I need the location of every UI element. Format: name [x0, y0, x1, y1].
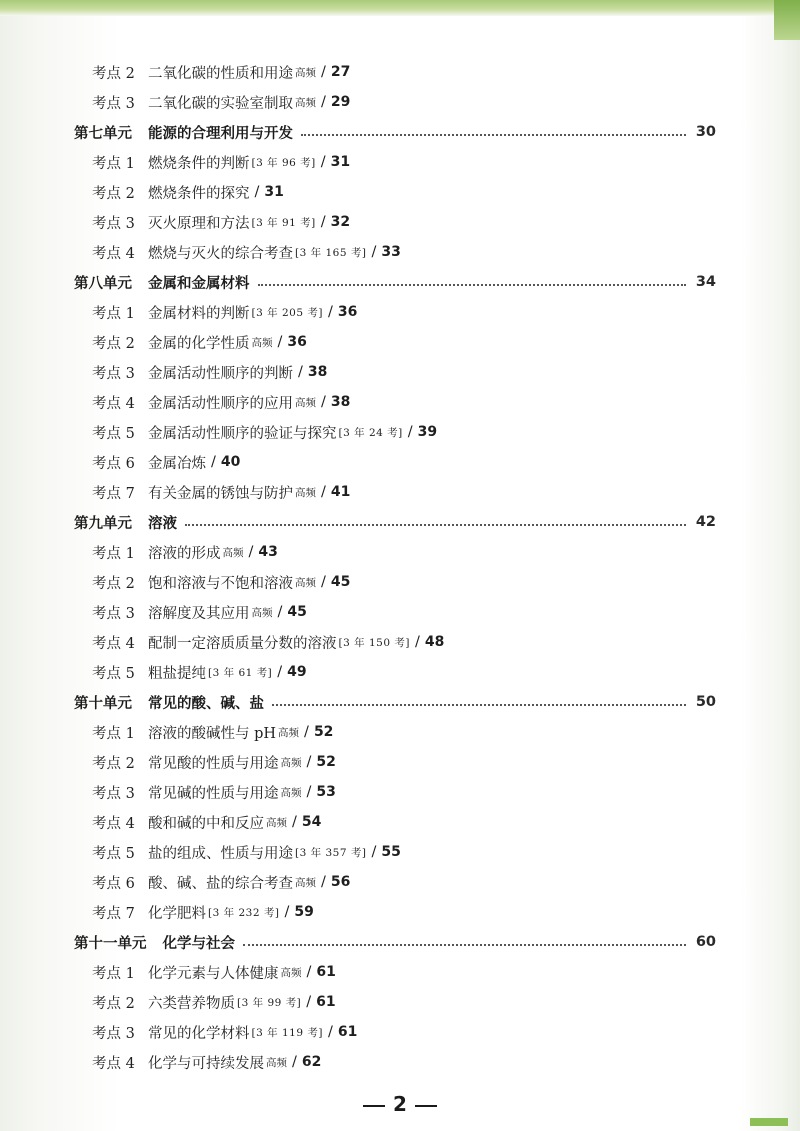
item-page-number: 33	[381, 244, 401, 260]
unit-title: 化学与社会	[162, 935, 235, 952]
item-label: 考点 1	[92, 545, 135, 562]
separator-slash: /	[371, 844, 377, 860]
item-label: 考点 4	[92, 635, 135, 652]
item-title: 常见的化学材料	[148, 1025, 250, 1042]
item-page-number: 38	[330, 394, 351, 410]
dot-leader	[258, 284, 686, 286]
item-label: 考点 3	[92, 215, 135, 232]
item-page-number: 29	[330, 94, 351, 110]
unit-page-number: 50	[695, 694, 716, 710]
item-title: 金属活动性顺序的判断	[148, 365, 293, 382]
unit-title: 常见的酸、碱、盐	[148, 695, 264, 712]
toc-item-row[interactable]	[74, 207, 722, 237]
unit-title: 溶液	[148, 515, 177, 532]
item-label: 考点 4	[92, 245, 135, 262]
item-title: 化学与可持续发展	[148, 1055, 264, 1072]
separator-slash: /	[320, 154, 326, 170]
table-of-contents	[74, 57, 722, 1077]
item-page-number: 41	[330, 484, 351, 500]
exam-count-tag: [3 年 24 考]	[338, 426, 403, 439]
separator-slash: /	[211, 454, 216, 470]
item-label: 考点 3	[92, 95, 135, 112]
item-title: 盐的组成、性质与用途	[148, 845, 293, 862]
exam-count-tag: [3 年 99 考]	[237, 996, 302, 1009]
toc-item-row[interactable]	[74, 177, 722, 207]
dot-leader	[272, 704, 686, 706]
separator-slash: /	[321, 64, 326, 80]
item-title: 有关金属的锈蚀与防护	[148, 485, 293, 502]
item-page-number: 53	[316, 784, 336, 800]
unit-title: 金属和金属材料	[148, 275, 250, 292]
frequency-tag: 高频	[295, 96, 316, 109]
item-label: 考点 6	[92, 875, 135, 892]
frequency-tag: 高频	[295, 486, 316, 499]
item-label: 考点 7	[92, 485, 135, 502]
unit-page-number: 42	[695, 514, 716, 530]
item-title: 灭火原理和方法	[148, 215, 250, 232]
item-label: 考点 2	[92, 755, 135, 772]
toc-item-row[interactable]	[74, 627, 722, 657]
item-label: 考点 3	[92, 785, 135, 802]
separator-slash: /	[248, 544, 254, 560]
item-title: 金属冶炼	[148, 455, 206, 472]
item-label: 考点 3	[92, 1025, 135, 1042]
item-title: 化学元素与人体健康	[148, 965, 279, 982]
item-title: 溶液的酸碱性与 pH	[148, 725, 277, 742]
frequency-tag: 高频	[222, 546, 244, 559]
footer-dash-left	[363, 1105, 385, 1107]
item-page-number: 48	[424, 634, 445, 650]
item-title: 二氧化碳的性质和用途	[148, 65, 293, 82]
dot-leader	[185, 524, 686, 526]
item-page-number: 36	[337, 304, 358, 320]
item-page-number: 61	[316, 964, 336, 980]
item-label: 考点 2	[92, 995, 135, 1012]
separator-slash: /	[407, 424, 413, 440]
unit-label: 第十单元	[74, 695, 132, 712]
unit-label: 第九单元	[74, 515, 132, 532]
exam-count-tag: [3 年 96 考]	[251, 156, 316, 169]
item-title: 溶解度及其应用	[148, 605, 250, 622]
toc-item-row[interactable]	[74, 807, 722, 837]
item-page-number: 56	[330, 874, 351, 890]
item-title: 粗盐提纯	[148, 665, 206, 682]
item-page-number: 62	[301, 1054, 322, 1070]
item-label: 考点 3	[92, 605, 135, 622]
exam-count-tag: [3 年 165 考]	[295, 246, 367, 259]
separator-slash: /	[298, 364, 303, 380]
item-label: 考点 1	[92, 965, 135, 982]
frequency-tag: 高频	[251, 336, 273, 349]
item-page-number: 43	[258, 544, 278, 560]
item-page-number: 39	[417, 424, 438, 440]
item-page-number: 52	[316, 754, 336, 770]
separator-slash: /	[306, 784, 312, 800]
frequency-tag: 高频	[280, 756, 302, 769]
toc-item-row[interactable]	[74, 747, 722, 777]
separator-slash: /	[277, 664, 283, 680]
unit-page-number: 34	[695, 274, 716, 290]
toc-item-row[interactable]	[74, 387, 722, 417]
dot-leader	[301, 134, 686, 136]
separator-slash: /	[292, 1054, 297, 1070]
toc-item-row[interactable]	[74, 837, 722, 867]
item-label: 考点 5	[92, 845, 135, 862]
separator-slash: /	[277, 334, 283, 350]
toc-item-row[interactable]	[74, 1017, 722, 1047]
separator-slash: /	[371, 244, 377, 260]
toc-unit-row[interactable]	[74, 927, 722, 957]
separator-slash: /	[321, 394, 326, 410]
toc-item-row[interactable]	[74, 657, 722, 687]
exam-count-tag: [3 年 61 考]	[208, 666, 273, 679]
unit-label: 第七单元	[74, 125, 132, 142]
item-label: 考点 5	[92, 665, 135, 682]
frequency-tag: 高频	[295, 876, 316, 889]
item-page-number: 40	[220, 454, 241, 470]
item-title: 燃烧与灭火的综合考查	[148, 245, 293, 262]
toc-item-row[interactable]	[74, 987, 722, 1017]
separator-slash: /	[327, 1024, 333, 1040]
item-label: 考点 1	[92, 725, 135, 742]
top-green-strip	[0, 0, 800, 16]
item-label: 考点 3	[92, 365, 135, 382]
exam-count-tag: [3 年 119 考]	[251, 1026, 323, 1039]
unit-page-number: 60	[695, 934, 716, 950]
item-page-number: 31	[330, 154, 351, 170]
toc-item-row[interactable]	[74, 597, 722, 627]
item-label: 考点 1	[92, 305, 135, 322]
item-page-number: 45	[287, 604, 307, 620]
item-title: 金属活动性顺序的验证与探究	[148, 425, 337, 442]
item-label: 考点 5	[92, 425, 135, 442]
toc-item-row[interactable]	[74, 537, 722, 567]
item-label: 考点 1	[92, 155, 135, 172]
toc-item-row[interactable]	[74, 867, 722, 897]
item-page-number: 45	[330, 574, 351, 590]
page-number: 2	[393, 1092, 407, 1116]
separator-slash: /	[321, 94, 326, 110]
exam-count-tag: [3 年 91 考]	[251, 216, 316, 229]
item-title: 常见碱的性质与用途	[148, 785, 279, 802]
frequency-tag: 高频	[295, 66, 316, 79]
toc-item-row[interactable]	[74, 237, 722, 267]
item-page-number: 27	[330, 64, 351, 80]
item-label: 考点 2	[92, 185, 135, 202]
separator-slash: /	[304, 724, 309, 740]
item-title: 常见酸的性质与用途	[148, 755, 279, 772]
frequency-tag: 高频	[295, 396, 316, 409]
toc-item-row[interactable]	[74, 447, 722, 477]
item-title: 酸和碱的中和反应	[148, 815, 264, 832]
separator-slash: /	[327, 304, 333, 320]
corner-green-tab	[774, 0, 800, 40]
unit-label: 第八单元	[74, 275, 132, 292]
toc-item-row[interactable]	[74, 297, 722, 327]
unit-label: 第十一单元	[74, 935, 147, 952]
frequency-tag: 高频	[278, 726, 300, 739]
separator-slash: /	[306, 994, 312, 1010]
item-page-number: 49	[287, 664, 307, 680]
frequency-tag: 高频	[295, 576, 316, 589]
separator-slash: /	[320, 214, 326, 230]
toc-unit-row[interactable]	[74, 507, 722, 537]
item-label: 考点 4	[92, 1055, 135, 1072]
toc-item-row[interactable]	[74, 477, 722, 507]
exam-count-tag: [3 年 205 考]	[251, 306, 323, 319]
frequency-tag: 高频	[266, 816, 287, 829]
item-title: 金属活动性顺序的应用	[148, 395, 293, 412]
separator-slash: /	[414, 634, 420, 650]
separator-slash: /	[321, 874, 326, 890]
toc-item-row[interactable]	[74, 567, 722, 597]
footer-dash-right	[415, 1105, 437, 1107]
frequency-tag: 高频	[251, 606, 273, 619]
toc-item-row[interactable]	[74, 147, 722, 177]
toc-item-row[interactable]	[74, 357, 722, 387]
exam-count-tag: [3 年 357 考]	[295, 846, 367, 859]
unit-title: 能源的合理利用与开发	[148, 125, 293, 142]
item-title: 配制一定溶质质量分数的溶液	[148, 635, 337, 652]
item-page-number: 38	[307, 364, 328, 380]
exam-count-tag: [3 年 232 考]	[208, 906, 280, 919]
item-title: 燃烧条件的判断	[148, 155, 250, 172]
toc-item-row[interactable]	[74, 417, 722, 447]
separator-slash: /	[284, 904, 290, 920]
item-page-number: 61	[337, 1024, 358, 1040]
item-title: 二氧化碳的实验室制取	[148, 95, 293, 112]
item-title: 酸、碱、盐的综合考查	[148, 875, 293, 892]
separator-slash: /	[306, 964, 312, 980]
item-label: 考点 4	[92, 815, 135, 832]
item-title: 金属材料的判断	[148, 305, 250, 322]
item-page-number: 61	[316, 994, 336, 1010]
separator-slash: /	[292, 814, 297, 830]
item-label: 考点 6	[92, 455, 135, 472]
item-label: 考点 4	[92, 395, 135, 412]
toc-item-row[interactable]	[74, 717, 722, 747]
item-label: 考点 2	[92, 335, 135, 352]
toc-unit-row[interactable]	[74, 267, 722, 297]
page-footer	[0, 1092, 800, 1116]
item-label: 考点 2	[92, 65, 135, 82]
item-title: 溶液的形成	[148, 545, 221, 562]
toc-unit-row[interactable]	[74, 117, 722, 147]
frequency-tag: 高频	[280, 786, 302, 799]
item-title: 饱和溶液与不饱和溶液	[148, 575, 293, 592]
item-title: 金属的化学性质	[148, 335, 250, 352]
item-page-number: 54	[301, 814, 322, 830]
item-page-number: 55	[381, 844, 401, 860]
toc-item-row[interactable]	[74, 87, 722, 117]
frequency-tag: 高频	[266, 1056, 287, 1069]
toc-unit-row[interactable]	[74, 687, 722, 717]
dot-leader	[243, 944, 686, 946]
toc-item-row[interactable]	[74, 957, 722, 987]
separator-slash: /	[306, 754, 312, 770]
toc-item-row[interactable]	[74, 57, 722, 87]
separator-slash: /	[277, 604, 283, 620]
exam-count-tag: [3 年 150 考]	[338, 636, 410, 649]
bottom-green-tab	[750, 1118, 788, 1126]
item-label: 考点 7	[92, 905, 135, 922]
toc-item-row[interactable]	[74, 1047, 722, 1077]
toc-item-row[interactable]	[74, 897, 722, 927]
item-title: 六类营养物质	[148, 995, 235, 1012]
separator-slash: /	[321, 574, 326, 590]
item-page-number: 59	[294, 904, 314, 920]
item-title: 化学肥料	[148, 905, 206, 922]
toc-item-row[interactable]	[74, 777, 722, 807]
item-title: 燃烧条件的探究	[148, 185, 250, 202]
item-page-number: 52	[313, 724, 334, 740]
separator-slash: /	[254, 184, 260, 200]
toc-item-row[interactable]	[74, 327, 722, 357]
item-page-number: 32	[330, 214, 351, 230]
item-label: 考点 2	[92, 575, 135, 592]
item-page-number: 36	[287, 334, 307, 350]
separator-slash: /	[321, 484, 326, 500]
frequency-tag: 高频	[280, 966, 302, 979]
unit-page-number: 30	[695, 124, 716, 140]
item-page-number: 31	[264, 184, 284, 200]
